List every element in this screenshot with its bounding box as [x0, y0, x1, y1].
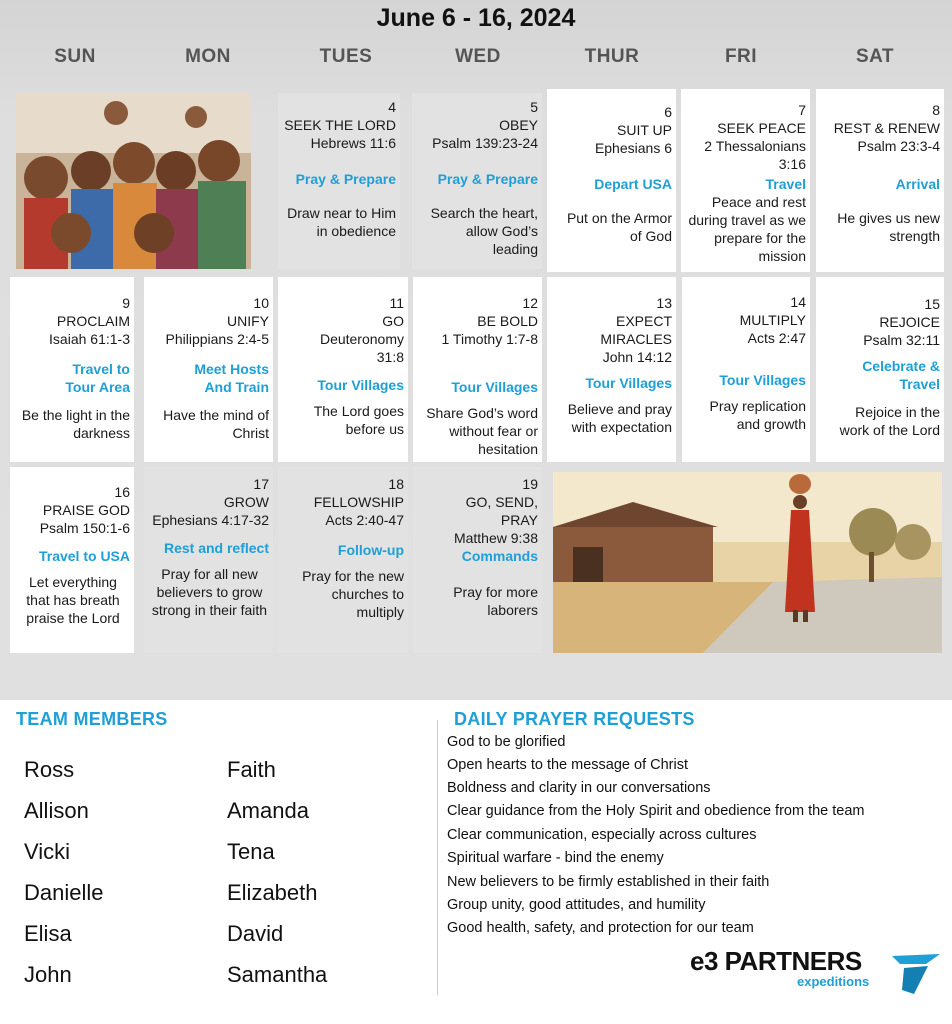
- day-cell-6: [547, 89, 676, 272]
- day-reference: 1 Timothy 1:7-8: [441, 331, 538, 347]
- day-cell-4: [278, 93, 400, 269]
- day-description: Put on the Armor of God: [566, 210, 672, 244]
- team-member: John: [24, 962, 72, 987]
- day-number: 16: [114, 484, 130, 500]
- day-activity: Tour Villages: [719, 372, 806, 388]
- prayer-request-item: Clear communication, especially across cultures: [447, 827, 757, 843]
- day-activity: Meet Hosts And Train: [194, 361, 269, 395]
- day-description: Draw near to Him in obedience: [287, 205, 396, 239]
- day-number: 12: [522, 295, 538, 311]
- day-number: 10: [253, 295, 269, 311]
- day-reference: Psalm 150:1-6: [39, 520, 130, 536]
- day-number: 8: [932, 102, 940, 118]
- day-activity: Travel to USA: [38, 548, 130, 564]
- dow-tues: TUES: [319, 46, 373, 67]
- day-description: Let everything that has breath praise the Lord: [26, 574, 120, 626]
- e3-partners-logo-text: e3 PARTNERS: [690, 946, 862, 976]
- day-number: 5: [530, 99, 538, 115]
- day-number: 9: [122, 295, 130, 311]
- day-activity: Pray & Prepare: [295, 171, 396, 187]
- team-member: Elisa: [24, 921, 72, 946]
- day-theme: REJOICE: [879, 314, 940, 330]
- day-theme: GO: [382, 313, 404, 329]
- day-number: 14: [790, 294, 806, 310]
- dow-thur: THUR: [584, 46, 640, 67]
- day-cell-16: [10, 467, 134, 653]
- section-divider: [437, 720, 438, 995]
- day-theme: GO, SEND, PRAY: [465, 494, 538, 528]
- team-members-title: TEAM MEMBERS: [16, 709, 168, 729]
- day-description: Search the heart, allow God’s leading: [430, 205, 538, 257]
- day-description: Pray for more laborers: [453, 584, 538, 618]
- day-activity: Tour Villages: [317, 377, 404, 393]
- day-description: Pray for all new believers to grow strong in their faith: [151, 566, 268, 618]
- team-member: Allison: [24, 798, 89, 823]
- prayer-request-item: Group unity, good attitudes, and humility: [447, 897, 706, 913]
- dow-sat: SAT: [855, 46, 895, 67]
- day-cell-19: [413, 467, 542, 653]
- day-description: Share God’s word without fear or hesitation: [426, 405, 538, 457]
- day-theme: GROW: [223, 494, 269, 510]
- day-reference: Deuteronomy 31:8: [319, 331, 404, 365]
- day-number: 4: [388, 99, 396, 115]
- day-activity: Travel: [765, 176, 806, 192]
- day-description: Have the mind of Christ: [163, 407, 269, 441]
- day-reference: Acts 2:47: [747, 330, 806, 346]
- day-theme: MULTIPLY: [739, 312, 806, 328]
- day-activity: Follow-up: [337, 542, 404, 558]
- e3-logo-mark-icon: [890, 950, 942, 996]
- dow-wed: WED: [455, 46, 501, 67]
- team-member: Danielle: [24, 880, 104, 905]
- day-reference: Psalm 32:11: [863, 332, 940, 348]
- village-road-photo: [553, 472, 942, 653]
- prayer-requests-title: DAILY PRAYER REQUESTS: [454, 709, 695, 729]
- day-theme: FELLOWSHIP: [313, 494, 404, 510]
- day-theme: BE BOLD: [477, 313, 538, 329]
- day-number: 15: [924, 296, 940, 312]
- day-reference: Hebrews 11:6: [310, 135, 396, 151]
- team-member: Samantha: [227, 962, 328, 987]
- prayer-request-item: God to be glorified: [447, 734, 566, 750]
- day-cell-10: [144, 277, 273, 462]
- day-description: Be the light in the darkness: [21, 407, 130, 441]
- day-activity: Tour Villages: [451, 379, 538, 395]
- day-cell-11: [278, 277, 408, 462]
- day-reference: Ephesians 4:17-32: [152, 512, 269, 528]
- day-reference: Ephesians 6: [594, 140, 672, 156]
- day-description: Pray for the new churches to multiply: [302, 568, 404, 620]
- day-reference: Isaiah 61:1-3: [49, 331, 130, 347]
- team-member: Ross: [24, 757, 75, 782]
- prayer-request-item: Clear guidance from the Holy Spirit and obedience from the team: [447, 803, 865, 819]
- prayer-request-item: Good health, safety, and protection for our team: [447, 920, 754, 936]
- day-cell-9: [10, 277, 134, 462]
- day-theme: SEEK THE LORD: [284, 117, 396, 133]
- children-photo: [16, 93, 251, 269]
- day-activity: Travel to Tour Area: [65, 361, 130, 395]
- day-reference: 2 Thessalonians 3:16: [704, 138, 806, 172]
- team-member: Amanda: [227, 798, 309, 823]
- day-theme: OBEY: [499, 117, 538, 133]
- day-number: 19: [522, 476, 538, 492]
- day-number: 13: [656, 295, 672, 311]
- team-member: David: [227, 921, 284, 946]
- day-description: Pray replication and growth: [709, 398, 806, 432]
- day-activity: Celebrate & Travel: [862, 358, 940, 392]
- day-cell-13: [547, 277, 676, 462]
- day-theme: PRAISE GOD: [42, 502, 130, 518]
- team-member: Vicki: [24, 839, 71, 864]
- day-description: Rejoice in the work of the Lord: [839, 404, 940, 438]
- day-reference: Psalm 139:23-24: [432, 135, 538, 151]
- day-cell-5: [412, 93, 542, 269]
- day-cell-18: [278, 467, 408, 653]
- day-description: The Lord goes before us: [313, 403, 404, 437]
- team-member: Tena: [227, 839, 275, 864]
- prayer-request-item: New believers to be firmly established in their faith: [447, 874, 770, 890]
- dow-fri: FRI: [724, 46, 758, 67]
- day-number: 11: [389, 295, 404, 311]
- day-activity: Tour Villages: [585, 375, 672, 391]
- day-number: 17: [253, 476, 269, 492]
- day-activity: Rest and reflect: [163, 540, 269, 556]
- day-theme: REST & RENEW: [833, 120, 940, 136]
- prayer-request-item: Spiritual warfare - bind the enemy: [447, 850, 664, 866]
- e3-partners-logo-subtitle: expeditions: [797, 974, 870, 989]
- day-reference: Philippians 2:4-5: [165, 331, 269, 347]
- day-reference: Acts 2:40-47: [325, 512, 404, 528]
- day-cell-15: [816, 277, 944, 462]
- day-description: Peace and rest during travel as we prepare for the mission: [688, 194, 806, 264]
- day-activity: Arrival: [895, 176, 940, 192]
- day-activity: Commands: [461, 548, 538, 564]
- day-cell-14: [682, 277, 810, 462]
- day-description: He gives us new strength: [837, 210, 940, 244]
- day-activity: Pray & Prepare: [437, 171, 538, 187]
- day-theme: SUIT UP: [617, 122, 672, 138]
- team-member: Elizabeth: [227, 880, 318, 905]
- day-description: Believe and pray with expectation: [567, 401, 672, 435]
- page-title: June 6 - 16, 2024: [376, 4, 576, 32]
- day-number: 7: [798, 102, 806, 118]
- day-number: 6: [664, 104, 672, 120]
- day-cell-17: [144, 467, 273, 653]
- day-theme: SEEK PEACE: [717, 120, 806, 136]
- day-reference: John 14:12: [602, 349, 672, 365]
- prayer-request-item: Boldness and clarity in our conversations: [447, 780, 711, 796]
- day-reference: Psalm 23:3-4: [857, 138, 940, 154]
- day-cell-7: [681, 89, 810, 272]
- day-theme: UNIFY: [227, 313, 269, 329]
- dow-sun: SUN: [54, 46, 96, 67]
- day-number: 18: [388, 476, 404, 492]
- prayer-request-item: Open hearts to the message of Christ: [447, 757, 688, 773]
- day-theme: PROCLAIM: [56, 313, 130, 329]
- day-cell-12: [413, 277, 542, 462]
- day-reference: Matthew 9:38: [453, 530, 538, 546]
- dow-mon: MON: [185, 46, 231, 67]
- team-member: Faith: [227, 757, 276, 782]
- day-activity: Depart USA: [594, 176, 672, 192]
- day-cell-8: [816, 89, 944, 272]
- day-theme: EXPECT MIRACLES: [600, 313, 672, 347]
